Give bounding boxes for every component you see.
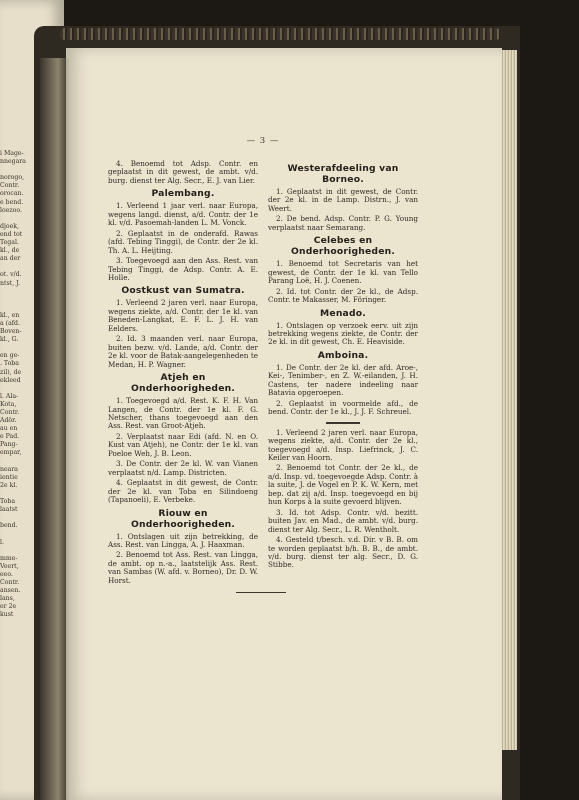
left-page-fragment: end tot <box>0 230 23 238</box>
left-page-fragment: ot. v/d. <box>0 271 22 279</box>
text-column-left <box>108 160 258 587</box>
left-page-fragment: er 2e <box>0 603 17 611</box>
left-page-fragment: norogo, <box>0 174 25 182</box>
section-heading: Oostkust van Sumatra. <box>121 285 245 297</box>
paragraph: 1. Verleend 1 jaar verl. naar Europa, wegens langd. dienst, a/d. Contr. der 1e kl. v/d. Pasoemah-landen L. M. Vonck. <box>108 201 258 228</box>
paragraph: 3. Id. tot Adsp. Contr. v/d. bezitt. buiten Jav. en Mad., de ambt. v/d. burg. dienst ter Alg. Secr., L. R. Wentholt. <box>268 507 418 534</box>
left-page-fragment: e Pad. <box>0 433 20 441</box>
left-page-fragment: . Toba <box>0 360 19 368</box>
left-page-fragment: kl., en <box>0 311 20 319</box>
paragraph: 2. Id. tot Contr. der 2e kl., de Adsp. Contr. te Makasser, M. Föringer. <box>268 286 418 305</box>
left-page-fragment: Contr. <box>0 578 20 586</box>
paragraph: 3. De Contr. der 2e kl. W. van Vianen verplaatst n/d. Lamp. Districten. <box>108 459 258 477</box>
left-page-fragment: Kota, <box>0 400 17 408</box>
section-separator <box>326 422 360 424</box>
left-page-fragment: orocan. <box>0 190 24 198</box>
section-heading: Amboina. <box>317 349 369 361</box>
left-page-fragment: a (afd. <box>0 319 20 327</box>
paragraph: 2. Verplaatst naar Edi (afd. N. en O. Kust van Atjeh), ne Contr. der 1e kl. van Poeloe Weh, J. B. Leon. <box>108 431 258 458</box>
left-page-fragment: au en <box>0 425 18 433</box>
left-page-fragment: 2e kl. <box>0 481 18 489</box>
left-page-fragment: mme- <box>0 554 18 562</box>
left-page-fragment: en ge- <box>0 352 20 360</box>
left-page-fragment: Veert, <box>0 562 19 570</box>
paragraph: 3. Toegevoegd aan den Ass. Rest. van Tebing Tinggi, de Adsp. Contr. A. E. Holle. <box>108 256 258 282</box>
left-page-fragment: ntst, J. <box>0 279 21 287</box>
left-page-fragment: kl., de <box>0 247 20 255</box>
left-page-fragment: laatst <box>0 506 18 514</box>
paragraph: 2. Geplaatst in de onderafd. Rawas (afd. Tebing Tinggi), de Contr. der 2e kl. Th. A. L. Heijting. <box>108 228 258 255</box>
paragraph: 4. Benoemd tot Adsp. Contr. en geplaatst in dit gewest, de ambt. v/d. burg. dienst ter Alg. Secr., E. J. van Lier. <box>108 159 258 185</box>
left-page-fragment: i Mage- <box>0 150 24 157</box>
left-page-fragment: Boven- <box>0 328 22 336</box>
text-column-right <box>268 160 418 572</box>
paragraph: 4. Geplaatst in dit gewest, de Contr. der 2e kl. van Toba en Silindoeng (Tapanoeli), E. Verbeke. <box>108 478 258 505</box>
left-page-fragment: kust <box>0 611 14 619</box>
left-page-fragment: zil), de <box>0 368 22 376</box>
left-page-fragment: Contr. <box>0 182 20 190</box>
left-page-fragment: e bend. <box>0 198 24 206</box>
paragraph: 2. De bend. Adsp. Contr. P. G. Young verplaatst naar Semarang. <box>268 214 418 232</box>
paragraph: 1. Verleend 2 jaren verl. naar Europa, wegens ziekte, a/d. Contr. der 2e kl., toegevoegd a/d. Insp. Liefrinck, J. C. Keiler van Hoorn. <box>268 427 418 462</box>
section-heading: Celebes en Onderhoorigheden. <box>290 235 396 258</box>
left-page-fragment: loezoo. <box>0 206 22 214</box>
left-page-fragment: an der <box>0 255 21 263</box>
left-page-fragment: Contr. <box>0 409 20 416</box>
paragraph: 1. De Contr. der 2e kl. der afd. Aroe-, Kei-, Tenimber-, en Z. W.-eilanden, J. H. Castens, ter nadere indeeling naar Batavia opgeroepen. <box>268 362 418 398</box>
left-page-fragment: kl., G. <box>0 336 19 344</box>
end-rule <box>236 592 286 593</box>
left-page-fragment: Toba <box>0 498 16 506</box>
paragraph: 1. Verleend 2 jaren verl. naar Europa, wegens ziekte, a/d. Contr. der 1e kl. van Beneden-Langkat, E. F. L. J. H. van Eelders. <box>108 298 258 333</box>
left-page-fragment: ientie <box>0 473 18 481</box>
left-page-fragment: l. <box>0 538 4 546</box>
paragraph: 2. Id. 3 maanden verl. naar Europa, buiten bezw. v/d. Lande, a/d. Contr. der 2e kl. voor de Batak-aangelegenheden te Medan, H. P. Wagner. <box>108 334 258 369</box>
paragraph: 2. Benoemd tot Contr. der 2e kl., de a/d. Insp. vd. toegevoegde Adsp. Contr. à la suite, J. de Vogel en P. K. W. Kern, met bep. dat zij a/d. Insp. toegevoegd en bij hun Korps à la suite gevoerd blijven. <box>268 463 418 507</box>
left-page-fragment: Tegal. <box>0 239 19 247</box>
left-page-fragment: djoek, <box>0 222 19 230</box>
paragraph: 1. Ontslagen uit zijn betrekking, de Ass. Rest. van Lingga, A. J. Haaxman. <box>108 531 258 549</box>
left-page-fragment: lans, <box>0 595 15 603</box>
page-number: — 3 — <box>246 136 280 146</box>
cover-spine-edge <box>60 28 500 40</box>
left-page-fragment: bend. <box>0 522 18 530</box>
left-page-fragment: ansen. <box>0 587 21 595</box>
paragraph: 1. Ontslagen op verzoek eerv. uit zijn betrekking wegens ziekte, de Contr. der 2e kl. in dit gewest, Ch. E. Heaviside. <box>268 320 418 347</box>
left-page-fragment: l. Ala- <box>0 392 19 400</box>
paragraph: 2. Geplaatst in voormelde afd., de bend. Contr. der 1e kl., J. J. F. Schreuel. <box>268 398 418 417</box>
left-page-fragment: Adör. <box>0 417 17 425</box>
section-heading: Westerafdeeling van Borneo. <box>287 163 399 185</box>
paragraph: 2. Benoemd tot Ass. Rest. van Lingga, de ambt. op n.-a., laatstelijk Ass. Rest. van Sambas (W. afd. v. Borneo), Dr. D. W. Horst. <box>108 550 258 585</box>
paragraph: 1. Toegevoegd a/d. Rest. K. F. H. Van Langen, de Contr. der 1e kl. F. G. Netscher, thans toegevoegd aan den Ass. Rest. van Groot-Atjeh. <box>108 396 258 431</box>
left-page-fragment: eeo. <box>0 570 13 578</box>
paragraph: 1. Benoemd tot Secretaris van het gewest, de Contr. der 1e kl. van Tello Parang Loë, H. J. Coenen. <box>268 259 418 286</box>
section-heading: Menado. <box>320 307 366 319</box>
section-heading: Palembang. <box>151 188 215 200</box>
left-page-fragment: neara <box>0 465 18 473</box>
section-heading: Atjeh en Onderhoorigheden. <box>130 372 236 395</box>
left-page-fragment: Pang- <box>0 441 18 449</box>
section-heading: Riouw en Onderhoorigheden. <box>130 507 236 530</box>
page-gutter-shadow <box>40 58 70 800</box>
left-page-fragment: nnegara <box>0 158 26 166</box>
left-page-fragment: empar, <box>0 449 22 457</box>
paragraph: 1. Geplaatst in dit gewest, de Contr. der 2e kl. in de Lamp. Distrn., J. van Weert. <box>268 187 418 213</box>
paragraph: 4. Gesteld t/besch. v.d. Dir. v B. B. om te worden geplaatst b/h. B. B., de ambt. v/d. burg. dienst ter alg. Secr., D. G. Stibbe. <box>268 535 418 570</box>
left-page-fragment: ekleed <box>0 376 21 384</box>
